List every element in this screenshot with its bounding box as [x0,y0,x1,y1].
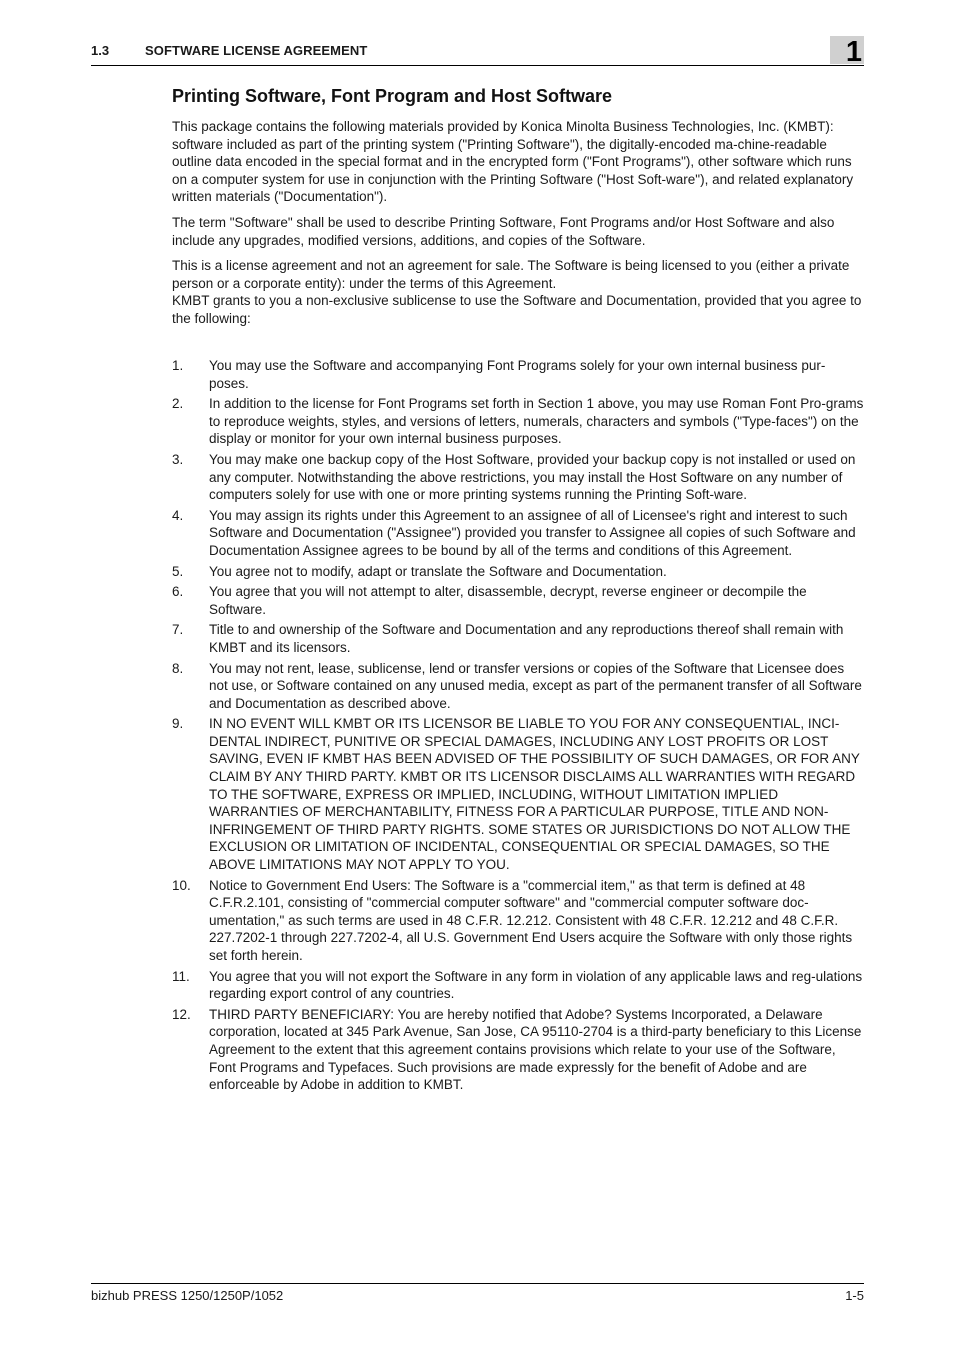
list-item-number: 5. [172,563,184,579]
list-item [172,563,864,581]
chapter-number: 1 [845,36,862,68]
list-item-text: You may not rent, lease, sublicense, lend or transfer versions or copies of the Software that Licensee does not use, or Software contained on any unused media, except as part of the permanent transfer of all Software and Documentation as described above. [209,660,862,711]
list-item-text: You agree that you will not attempt to alter, disassemble, decrypt, reverse engineer or decompile the Software. [209,584,807,617]
list-item-number: 7. [172,622,184,638]
list-item-number: 2. [172,396,184,412]
list-item [172,507,864,560]
list-item [172,1006,864,1094]
list-item [172,451,864,504]
list-item-number: 4. [172,507,184,523]
list-item-text: You may use the Software and accompanying Font Programs solely for your own internal business pur-poses. [209,358,826,391]
list-item-text: You agree not to modify, adapt or translate the Software and Documentation. [209,563,667,579]
list-item-text: Notice to Government End Users: The Software is a "commercial item," as that term is defined at 48 C.F.R.2.101, consisting of "commercial computer software" and "commercial computer software doc-umentation," as such terms are used in 48 C.F.R. 12.212. Consistent with 48 C.F.R. 12.212 and 48 C.F.R. 227.7202-1 through 227.7202-4, all U.S. Government End Users acquire the Software with only those rights set forth herein. [209,877,853,963]
list-item-text: You agree that you will not export the Software in any form in violation of any applicable laws and reg-ulations regarding export control of any countries. [209,968,863,1002]
list-item-text: Title to and ownership of the Software and Documentation and any reproductions thereof shall remain with KMBT and its licensors. [209,622,844,655]
software-definition-paragraph: The term "Software" shall be used to describe Printing Software, Font Programs and/or Host Software and also include any upgrades, modified versions, additions, and copies of the Software. [172,215,835,248]
page-number: 1-5 [845,1288,864,1303]
section-title: SOFTWARE LICENSE AGREEMENT [145,43,368,58]
list-item [172,877,864,965]
license-grant-paragraph [172,257,864,327]
list-item-text: You may make one backup copy of the Host Software, provided your backup copy is not installed or used on any computer. Notwithstanding the above restrictions, you may install the Host Software on any number of computers solely for use with one or more printing systems running the Printing Soft-ware. [209,451,856,503]
list-item-text: IN NO EVENT WILL KMBT OR ITS LICENSOR BE LIABLE TO YOU FOR ANY CONSEQUENTIAL, INCI-DENTAL INDIRECT, PUNITIVE OR SPECIAL DAMAGES, INCLUDING ANY LOST PROFITS OR LOST SAVING, EVEN IF KMBT HAS BEEN ADVISED OF THE POSSIBILITY OF SUCH DAMAGES, OR FOR ANY CLAIM BY ANY THIRD PARTY. KMBT OR ITS LICENSOR DISCLAIMS ALL WARRANTIES WITH REGARD TO THE SOFTWARE, EXPRESS OR IMPLIED, INCLUDING, WITHOUT LIMITATION IMPLIED WARRANTIES OF MERCHANTABILITY, FITNESS FOR A PARTICULAR PURPOSE, TITLE AND NON-INFRINGEMENT OF THIRD PARTY RIGHTS. SOME STATES OR JURISDICTIONS DO NOT ALLOW THE EXCLUSION OR LIMITATION OF INCIDENTAL, CONSEQUENTIAL OR SPECIAL DAMAGES, SO THE ABOVE LIMITATIONS MAY NOT APPLY TO YOU. [209,716,860,873]
sublicense-statement: KMBT grants to you a non-exclusive sublicense to use the Software and Documentation, provided that you agree to the following: [172,293,862,326]
list-item-number: 3. [172,451,184,467]
list-item-number: 11. [172,968,190,984]
license-terms-list [172,357,864,1097]
section-number: 1.3 [91,43,110,58]
list-item [172,715,864,873]
list-item-text: THIRD PARTY BENEFICIARY: You are hereby notified that Adobe? Systems Incorporated, a Delaware corporation, located at 345 Park Avenue, San Jose, CA 95110-2704 is a third-party beneficiary to this License Agreement to the extent that this agreement contains provisions which relate to your use of the Software, Font Programs and Typefaces. Such provisions are made expressly for the benefit of Adobe and are enforceable by Adobe in addition to KMBT. [209,1006,862,1093]
list-item-number: 1. [172,358,184,373]
page-header [91,36,864,68]
page-title: Printing Software, Font Program and Host Software [172,86,613,106]
list-item-number: 8. [172,660,184,676]
list-item [172,621,864,656]
page-footer [91,1283,864,1307]
chapter-badge [830,36,864,68]
list-item-number: 9. [172,716,184,732]
list-item-text: You may assign its rights under this Agreement to an assignee of all of Licensee's right and interest to such Software and Documentation ("Assignee") provided you transfer to Assignee all copies of such Software and Documentation Assignee agrees to be bound by all of the terms and conditions of this Agreement. [209,507,856,558]
list-item [172,660,864,713]
list-item [172,583,864,618]
product-name: bizhub PRESS 1250/1250P/1052 [91,1288,284,1303]
license-statement: This is a license agreement and not an agreement for sale. The Software is being licensed to you (either a private person or a corporate entity): under the terms of this Agreement. [172,258,850,291]
intro-paragraph: This package contains the following materials provided by Konica Minolta Business Technologies, Inc. (KMBT): software included as part of the printing system ("Printing Software"), the digitally-encoded ma-chine-readable outline data encoded in the special format and in the encrypted form ("Font Programs"), other software which runs on a computer system for use in conjunction with the Printing Software ("Host Soft-ware"), and related explanatory written materials ("Documentation"). [172,119,854,205]
list-item-number: 12. [172,1006,191,1022]
list-item [172,395,864,448]
list-item-number: 6. [172,584,184,600]
list-item [172,357,864,392]
list-item [172,968,864,1003]
list-item-text: In addition to the license for Font Programs set forth in Section 1 above, you may use Roman Font Pro-grams to reproduce weights, styles, and versions of letters, numerals, characters and symbols ("Type-faces") on the display or monitor for your own internal business purposes. [209,396,864,447]
list-item-number: 10. [172,877,191,893]
